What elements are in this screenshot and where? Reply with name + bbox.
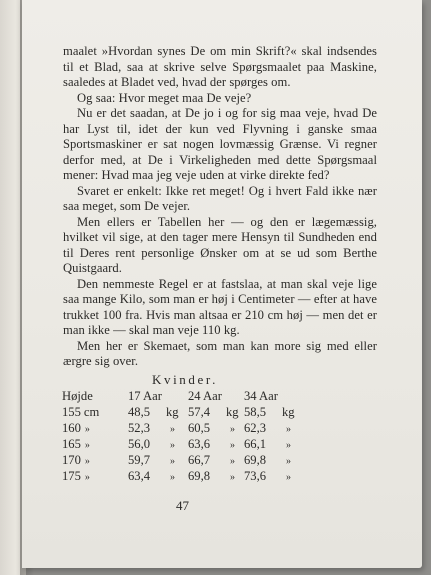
paragraph-4: Svaret er enkelt: Ikke ret meget! Og i hvert Fald ikke nær saa meget, som De vejer. [63, 183, 377, 213]
ditto-mark: » [84, 471, 90, 483]
weight-table [62, 388, 304, 484]
table-header-row [62, 388, 304, 404]
paragraph-1: maalet »Hvordan synes De om min Skrift?« skal indsendes til et Blad, saa at skrive selve Spørgsmaalet paa Maskine, saaledes at Bladet ved, hvad der spørges om. [63, 44, 377, 89]
weight-value: 59,7 [128, 452, 151, 467]
header-age-24: 24 Aar [188, 388, 222, 403]
ditto-mark: » [230, 455, 235, 467]
paragraph-5: Men ellers er Tabellen her — og den er lægemæssig, hvilket vil sige, at den tager mere Hensyn til Sundheden end til Deres rent personlige Ønsker om at se ud som Berthe Quistgaard. [63, 214, 377, 275]
height-unit: cm [83, 404, 100, 419]
paragraph-6: Den nemmeste Regel er at fastslaa, at man skal veje lige saa mange Kilo, som man er høj i Centimeter — efter at have trukket 100 fra. Hvis man altsaa er 210 cm høj — men det er man ikke — skal man veje 110 kg. [63, 276, 377, 337]
weight-unit: kg [226, 404, 239, 419]
ditto-mark: » [286, 471, 291, 483]
page-number: 47 [176, 498, 189, 513]
paragraph-3: Nu er det saadan, at De jo i og for sig maa veje, hvad De har Lyst til, idet der kun ved Flyvning i ganske smaa Sportsmaskiner er sat nogen lovmæssig Grænse. Vi regner derfor med, at De i Virkeligheden med dette Spørgsmaal mener: Hvad maa jeg veje uden at virke direkte fed? [63, 106, 377, 182]
ditto-mark: » [84, 423, 90, 435]
header-age-17: 17 Aar [128, 388, 162, 403]
weight-value: 57,4 [188, 404, 211, 419]
header-age-34: 34 Aar [244, 388, 278, 403]
header-height: Højde [62, 388, 93, 403]
weight-value: 56,0 [128, 436, 151, 451]
ditto-mark: » [170, 471, 175, 483]
ditto-mark: » [286, 455, 291, 467]
ditto-mark: » [286, 439, 291, 451]
weight-value: 48,5 [128, 404, 151, 419]
ditto-mark: » [230, 471, 235, 483]
weight-value: 62,3 [244, 420, 267, 435]
weight-value: 58,5 [244, 404, 267, 419]
height-value: 160 [62, 420, 81, 435]
table-row [62, 468, 304, 484]
table-row [62, 420, 304, 436]
table-row [62, 452, 304, 468]
table-row [62, 404, 304, 420]
weight-unit: kg [282, 404, 295, 419]
paragraph-7: Men her er Skemaet, som man kan more sig med eller ærgre sig over. [63, 338, 377, 368]
ditto-mark: » [286, 423, 291, 435]
paragraph-2: Og saa: Hvor meget maa De veje? [77, 90, 252, 105]
weight-value: 69,8 [244, 452, 267, 467]
ditto-mark: » [170, 455, 175, 467]
height-value: 175 [62, 468, 81, 483]
weight-unit: kg [166, 404, 179, 419]
table-row [62, 436, 304, 452]
body-text [63, 44, 377, 370]
height-value: 165 [62, 436, 81, 451]
height-value: 155 [62, 404, 81, 419]
weight-value: 66,7 [188, 452, 211, 467]
ditto-mark: » [170, 423, 175, 435]
table-title: Kvinder. [152, 372, 218, 387]
weight-value: 63,4 [128, 468, 151, 483]
weight-value: 69,8 [188, 468, 211, 483]
weight-value: 73,6 [244, 468, 267, 483]
ditto-mark: » [84, 439, 90, 451]
weight-value: 60,5 [188, 420, 211, 435]
height-value: 170 [62, 452, 81, 467]
ditto-mark: » [170, 439, 175, 451]
ditto-mark: » [84, 455, 90, 467]
weight-value: 52,3 [128, 420, 151, 435]
ditto-mark: » [230, 423, 235, 435]
weight-value: 66,1 [244, 436, 267, 451]
weight-value: 63,6 [188, 436, 211, 451]
ditto-mark: » [230, 439, 235, 451]
